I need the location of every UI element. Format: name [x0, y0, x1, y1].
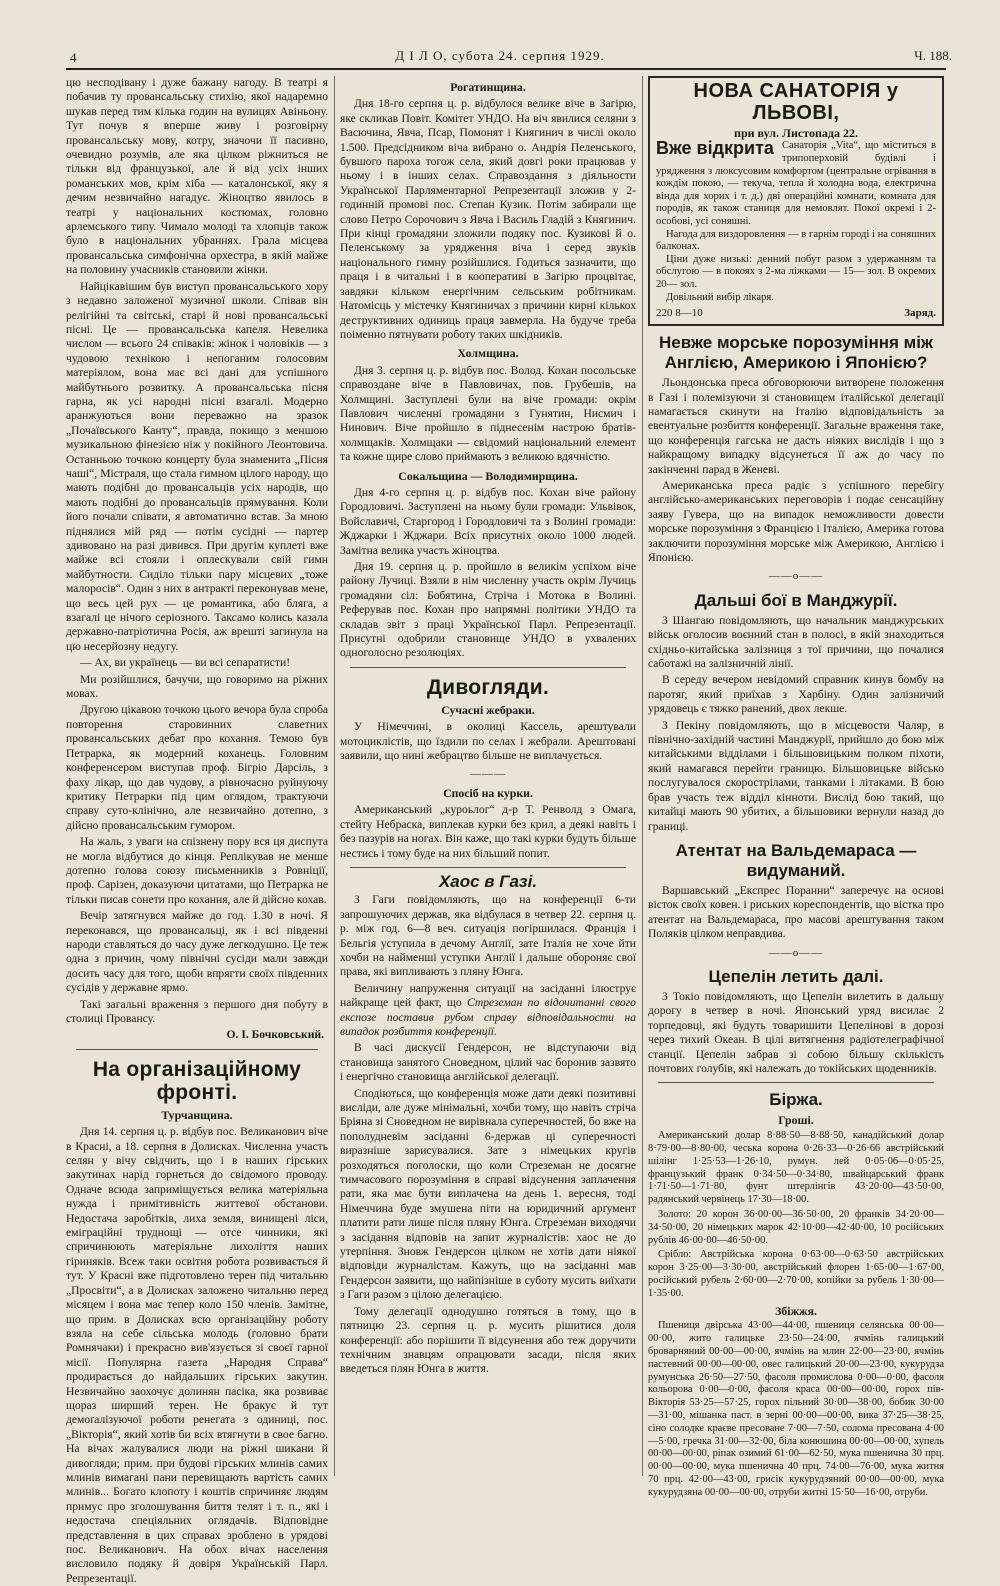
page-header — [40, 46, 960, 70]
issue-number: Ч. 188. — [914, 48, 952, 63]
paragraph: Вечір затягнувся майже до год. 1.30 в ночі. Я переконався, що провансальці, як і всі південні народи ставляться до часу дуже легкодушно. Це теж одна з причин, чому північні сусіди мали завжди досить часу для того, щоби впрягти своїх південних сусідів у державне ярмо. — [66, 909, 328, 995]
paragraph: Дня 19. серпня ц. р. пройшло в великім успіхом віче району Лучиці. Взяли в нім численну участь окрім Лучиць громадяни сіл: Бобятина, Стріча і Мотока в Волині. Реферував пос. Кохан про напрямні політики УНДО та складав звіт з праці Української Парл. Репрезентації. Присутні одобрили становище УНДО в ухвалених одноголосно резолюціях. — [340, 560, 636, 660]
paragraph: Льондонська преса обговорюючи витворене положення в Газі і полемізуючи зі становищем італійської делегації намагається скинути на Італію відповідальність за евентуальне розбиття конференції. Загальне враження таке, що конференція гагська не дасть ніяких вислідів і що з найкращому випадку відсунеться її аж до часу по закінченні парад в Женеві. — [648, 376, 944, 476]
section-divider — [658, 1082, 934, 1083]
column-3 — [648, 76, 944, 1546]
ad-open-label: Вже відкрита — [656, 138, 774, 159]
region-subhead: Турчанщина. — [161, 1107, 233, 1122]
paragraph: Сподіються, що конференція може дати деякі позитивні висліди, але дуже мінімальні, хочби тому, що навіть стріча Бріяна зі Сноведном не вирівнала суперечностей, бо вже на пополудневім засіданні 6-держав ці суперечності виразніше зарисувалися. Зате з німецьких кругів розходяться поголоски, що коли Стреземан не досягне тимчасового порозуміння в справі відсунення заплачення рати, яка має бути виплачена на день 1. вересня, тоді Німеччина буде змушена піти на юридичний арґумент платити рати лише після пляну Юнга. Стреземан виходячи з засідання відповів на запит журналістів: хаос не до утерпіння. Зновж Гендерсон цілком не хотів дати ніякої відповіди журналістам. Кажуть, що на засіданні мав Гендерсон заявити, що найпізніше в суботу мусить виїхати з Гаги разом з цілою делегацією. — [340, 1086, 636, 1302]
org-front-headline: На організаційному фронті. — [92, 1057, 302, 1104]
paper-title: Д І Л О, — [395, 48, 448, 63]
paragraph-mixed — [340, 982, 636, 1040]
issue-date: субота 24. серпня 1929. — [451, 48, 605, 63]
ad-title: НОВА САНАТОРІЯ у ЛЬВОВІ, — [693, 80, 899, 124]
ad-address: при вул. Листопада 22. — [734, 126, 858, 140]
column-2 — [340, 76, 636, 1546]
paragraph: Найцікавішим був виступ провансальського хору з недавно заложеної музичної школи. Співав він релігійні та світські, старі й нові провансальські пісні. Це — провансальська капеля. Невелика числом — всього 24 співаків: жінок і чоловіків — з чудовою технікою і непоганим голосовим матеріялом, вона має всі дані для успішного майбутнього розвитку. А провансальська пісня гарна, як усі народні пісні взагалі. Модерно аранжуються вони переважно на зразок „Почаївського Канту“, правда, покищо з меншою музикальною фінезією ніж у покійного Леонтовича. Останньою точкою концерту була знаменита „Пісня чаші“, Містраля, що стала гимном цілого народу, що мають подібні до провансальців усіх народів, що мають подібні до провансальців прямування. Коли його почали співати, я автоматично встав. За мною піднялися мій ряд — потім сусідні — партер здивовано на разі дивився. При другім куплеті вже майже всі стояли і оплескували свій гимн майбутности. Сиділо тільки пару місцевих „тоже малоросів“. Один з них в антракті переконував мене, що весь цей рух — це романтика, або бляга, а взагалі це нічого серіозного. Таксамо колись казала державно-патріотична Росія, аж врешті загинула на цю несерйозну недугу. — [66, 279, 329, 653]
paragraph: Варшавський „Експрес Поранни“ заперечує на основі вісток своїх ковен. і риських кореспондентів, що вістка про атентат на Вальдемараса, про масові арештування таком Поляків цілком неправдива. — [648, 883, 944, 941]
exchange-section — [648, 1090, 944, 1499]
paragraph: З Гаги повідомляють, що на конференції 6-ти запрошуючих держав, яка відбулася в четвер 22. серпня ц. р. між год. 6—8 веч. ситуація погіршилася. Франція і Бельгія уступила в дечому Англії, зате Італія не хоче йти хочби на найменші уступки Англії і дальше обороняє свої права, які випливають з пляну Юнга. — [340, 893, 636, 979]
region-subhead: Рогатинщина. — [450, 80, 526, 94]
ad-body — [656, 140, 936, 304]
paragraph: Дня 14. серпня ц. р. відбув пос. Великанович віче в Красні, а 18. серпня в Долисках. Численна участь селян у вічу свідчить, що і в наших гірських закутинах нарід горнеться до свідомого проводу. Одначе всюда заприміщується велика матеріяльна нужда і примітивність життевої обстанови. Недостача заробітків, лиха земля, винищені ліси, еміграційні труднощі — отсе чинники, які спричинюють матеріяльне лихоліття наших гіриняків. Всеж таки освітня робота розвивається й тут. У Красні вже підготовлено терен під читальню „Просвіти“, а в Долисках заложено читальню перед місяцем і вона має тепер коло 150 членів. Замітне, що прим. в Долисках всю організаційну роботу взяла на себе сільська молодь (головно брати Ромнячаки) і прекрасно вив'язується зі своєї гарної місії. Популярна газета „Народня Справа“ продирається до найдальших гірських закутин. Незвичайно заохочує долинян пасіка, яка розвиває щораз ширший терен. Не бракує й тут демоґалізуючої роботи ренегата з одиниці, пос. „Вікторія“, який хотів би всіх втягнути в свое багно. На вічах жалувалися люди на ріжні шикани й дивогляди; прим. при будові гірських млинів самих млинів вимагані пани перевищають вартість самих млинів... Богато клопоту і коштів спричиняє людям примус про зголошування биття телят і т. п., які і недостача спеціяльних оглядачів. Відповідне представлення в цих справах зроблено в урядові пос. Великанович. На обох вічах населення висловило подяку й довіря Українській Парл. Репрезентації. — [66, 1125, 328, 1585]
paragraph: Дня 18-го серпня ц. р. відбулося велике віче в Загірю, яке скликав Повіт. Комітет УНДО. На віч явилися селяни з Васючина, Явча, Псар, Помонят і Княгинич в числі около 1.500. Предсідником віча вибрано о. Андрія Пеленського, бувшого пароха тогож села, який довгі роки працював у ньому і в інших селах. Справоздання з діяльности Української Парляментарної Репрезентації зложив у 2-годинній промові пос. Степан Кузик. Потім забирали ще слово Петро Сорочович з Явча і Василь Гладій з Княгинич. При кінці громадяни зложили подяку пос. Кузикові й о. Пеленському за урядження віча і серед звуків національного гимну розійшлися. Годиться зазначити, що праця і в читальні і в кооперативі в Загірю процвітає, завдяки кільком енергічним сельським робітникам. Натомісць у містечку Княгиничах з причини кирні кількох деструктивних одиниць праця завмерла. На будуче треба поіменно пятнувати роботу таких шкідників. — [340, 97, 636, 341]
header-rule — [66, 68, 946, 70]
ad-footer — [656, 306, 936, 320]
text-run: Величину напруження ситуації на засіданні ілюструє найкраще цей факт, що — [340, 981, 636, 1010]
chaos-headline: Хаос в Газі. — [438, 871, 538, 891]
paragraph: В середу вечером невідомий справник кинув бомбу на паротяг, який приїхав з Харбіну. Один залізничий урядовець є тяжко ранений, двох лекше. — [648, 673, 944, 716]
exchange-rates: Американський долар 8·88·50—8·88·50, канадійський долар 8·79·00—8·80·00, чеська корона 0·26·33—0·26·66 австрійський шілінг 1·25·53—1·26·10, румун. лей 0·05·06—0·05·25, французький франк 0·34·50—0·34·80, швайцарський франк 1·71·50—1·71·80, фунт штерлінгів 43·20·00—43·50·00, радянський червінець 17·30—18·00. — [648, 1130, 944, 1206]
ornament-divider: ——— — [470, 768, 506, 781]
theatre-article — [66, 76, 328, 1043]
exchange-rates: Золото: 20 корон 36·00·00—36·50·00, 20 франків 34·20·00—34·50·00, 20 німецьких марок 42·10·00—42·40·00, 10 російських рублів 46·00·00—46·50·00. — [648, 1208, 944, 1246]
exchange-rates: Срібло: Австрійська корона 0·63·00—0·63·50 австрійських корон 3·25·00—3·30·00, австрійський флорен 1·65·00—1·67·00, російський рубель 2·60·00—2·70·00, копійки за рубель 1·30·00—1·35·00. — [648, 1249, 944, 1299]
paragraph: З Токіо повідомляють, що Цепелін вилетить в дальшу дорогу в четвер в ночі. Японський уряд висилає 2 торпедовці, які будуть товаришити Цепелінові в дорозі через тихий Океан. В цілі витягнення радіотелеграфічної станції. Цепелін забрав зі собою більшу скількість почтових голубів, які належать до токійських щоденників. — [648, 989, 944, 1075]
attack-headline: Атентат на Вальдемараса — видуманий. — [675, 840, 917, 880]
ad-line: Довільний вибір лікаря. — [666, 291, 774, 303]
paragraph: В часі дискусії Гендерсон, не відступаючи від становища занятого Сноведном, цілий час боронив зазвято і енергічно становища англійської делегації. — [340, 1041, 636, 1084]
ornament-divider: ——o—— — [768, 946, 824, 959]
paragraph: Дня 4-го серпня ц. р. відбув пос. Кохан віче району Городловичі. Заступлені на ньому були громади: Ульвівок, Войславичі, Старгород і Городловичі та з Волині громади: Жджарки і Жджари. Всіх присутніх около 1000 людей. Замітна велика участь жіноцтва. — [340, 485, 636, 557]
naval-headline: Невже морське порозуміння між Англією, Америкою і Японією? — [659, 333, 933, 373]
page-number: 4 — [70, 50, 77, 65]
item-subhead: Сучасні жебраки. — [441, 702, 535, 717]
curiosities-headline: Дивогляди. — [426, 675, 550, 699]
ad-code: 220 8—10 — [656, 307, 703, 320]
paragraph: Дня 3. серпня ц. р. відбув пос. Волод. Кохан посольське справоздане віче в Павловичах, пов. Грубешів, на Холмщині. Заступлені були на віче громади: окрім Павлович численні громадяни з Гунятин, Нисмич і Нинович. Віче пройшло в піднесенім настрою братів-холмщаків. Холмщаки — свідомий національний елемент та кожне щире слово приймають з великою вдячністю. — [340, 363, 636, 464]
ornament-divider: ——o—— — [768, 570, 824, 583]
author-signature: О. І. Бочковський. — [226, 1028, 324, 1042]
paragraph: Тому делегації однодушно готяться в тому, що в пятницю 23. серпня ц. р. мусить рішитися доля конференції: або порішити її відсунення або теж доручити технічним знавцям опрацювати засади, після яких введеться плян Юнга в життя. — [340, 1304, 636, 1376]
paragraph: цю несподівану і дуже бажану нагоду. В театрі я побачив ту провансальську стихію, якої надаремно шукав перед тим кілька годин на вулицях Авіньону. Тут почув я вперше живу і розговірну провансальську мову, котру, значочи її пасивно, очевидно розумів, але яка цілком ріжниться не тільки від французької, але й від усіх інших романських мов, крім хіба — каталонської, яку я дечим незвичайно нагадує. Жіноцтво явилось в театрі у національних костюмах, головно арлемського типу. Чимало молоді та хлопців також було в національних убраннях. Грала місцева провансальська симфонічна орхестра, в якій майже на половину учасників становили жінки. — [66, 76, 328, 277]
manchuria-headline: Дальші бої в Манджурії. — [694, 590, 898, 610]
paragraph: Такі загальні враження з першого дня побуту в столиці Провансу. — [66, 997, 328, 1025]
paragraph: З Пекіну повідомляють, що в місцевости Чаляр, в північно-західній частині Манджурії, прийшло до бою між китайськими відділами і більшовицьким полком піхоти, який намагався перейти границю. Більшовицьке військо послугувалося скорострілами, танками і літаками. В бою брав участь теж відділ кінноти. Вислід бою такий, що китайці мають 90 убитих, а більшовики вернули назад до границі. — [648, 718, 944, 833]
region-subhead: Холмщина. — [457, 346, 519, 361]
paragraph: Ми розійшлися, бачучи, що говоримо на ріжних мовах. — [66, 672, 328, 701]
ad-line: Нагода для виздоровлення — в гарнім городі і на соняшних балконах. — [656, 228, 936, 253]
ad-line: Ціни дуже низькі: денний побут разом з удержанням та обслугою — в покоях з 2-ма ліжками — 15— зол. В окремих 20— зол. — [656, 253, 936, 290]
exchange-headline: Біржа. — [769, 1090, 823, 1110]
exchange-rates: Пшениця двірська 43·00—44·00, пшениця селянська 00·00—00·00, жито галицьке 23·50—24·00, ячмінь галицький броварняний 00·00—00·00, ячмінь на млин 22·00—23·00, ячмінь пастевний 00·00—00·00, овес галицький 20·00—23·00, кукурудза румунська 26·50—27·50, фасоля промислова 0·00—0·00, фасоля кольорова 0·00—0·00, фасоля краса 00·00—00·00, горох пів-Вікторія 53·25—57·25, горох пільний 30·00—38·00, бобик 30·00—31·00, мішанка паст. в зерні 00·00—00·00, вика 37·25—38·25, сіно солодке краєве пресоване 7·00—7·50, солома пресована 4·00—5·00, гречка 31·00—32·00, біла конюшина 00·00—00·00, хупель 00·00—00·00, ріпак озимий 61·00—62·50, мука пшенична 30 прц. 00·00—00·00, мука пшенична 40 прц. 74·00—76·00, мука житня 70 прц. 42·00—43·00, грисік кукурудзяний 00·00—00·00, мука кукурудзяна 00·00—00·00, отруби житні 15·50—16·00, отруби. — [648, 1320, 944, 1498]
ad-description: Санаторія „Vita“, що міститься в трипоперховій будівлі і урядження з люксусовим комфортом (центральне огрівання в кождім покою, — текуча, тепла й холодна вода, електрична вінда для хорих і т. д.) дві операційні комнати, комната для породів, як також станиця для немовлят. Покої окремі і 2-особові, усі соняшні. — [656, 140, 936, 227]
section-divider — [350, 867, 626, 868]
exchange-subhead: Гроші. — [778, 1113, 814, 1128]
paragraph: Американський „куроьлог“ д-р Т. Ренволд з Омага, стейту Небраска, виплекав курки без крил, а деякі навіть і без пазурів на ногах. Він каже, що такі курки будуть більше нестись і тому буде на них більший попит. — [340, 803, 636, 860]
sanatorium-advertisement — [648, 76, 944, 326]
paragraph: Другою цікавою точкою цього вечора була спроба повторення старовинних славетних провансальських дебат про кохання. Темою був Петрарка, як модерний коханець. Головним конференсером виступав проф. Бігріо Дарсіль, з фаху лікар, що дав чудову, а рівночасно руйнуючу критику Петрарки під цим оглядом, трактуючи справу суто-клінічно, але незвичайно дотепно, з дійсно провансальським гумором. — [66, 703, 328, 832]
italic-run: Стреземан по відочитанні свого експозе поставив рубом справу відповідальности на випадок розбиття конференції. — [340, 996, 636, 1038]
column-rule — [642, 76, 643, 1476]
section-divider — [76, 1049, 318, 1050]
ad-signature: Заряд. — [904, 307, 936, 320]
exchange-subhead: Збіжжя. — [775, 1303, 817, 1318]
paragraph: — Ах, ви українець — ви всі сепаратисти! — [80, 656, 291, 670]
masthead-line — [40, 48, 960, 64]
paragraph: З Шангаю повідомляють, що начальник манджурських військ оголосив воєнний стан в полосі, в якій знаходиться східньо-китайська залізниця з тої причини, що почалися саботажі на залізничній лінії. — [648, 613, 944, 671]
region-subhead: Сокальщина — Володимирщина. — [398, 468, 578, 483]
paragraph: На жаль, з уваги на спізнену пору вся ця диспута не могла відбутися до кінця. Реплікував не менше дотепно голова союзу письменників з Ровніції, проф. Сарізен, доказуючи цитатами, що Петрарка не тільки писав сонети про кохання, але й дійсно кохав. — [66, 835, 328, 906]
column-rule — [334, 76, 335, 1476]
paragraph: Американська преса радіє з успішного перебігу англійсько-американських переговорів і подає сенсаційну заяву Гувера, що на випадок неможливости довести морське порозуміння з Францією і Італією, Америка готова заключити порозуміння морське між Америкою, Англією і Японією. — [648, 478, 944, 564]
zeppelin-headline: Цепелін летить далі. — [708, 966, 884, 986]
paragraph: У Німеччині, в околиці Кассель, арештували мотоциклістів, що їздили по селах і жебрали. Арештовані заявили, що нині жебрацтво більше не виплачується. — [340, 720, 636, 763]
section-divider — [350, 667, 626, 668]
item-subhead: Спосіб на курки. — [443, 785, 533, 800]
column-1 — [66, 76, 329, 1585]
